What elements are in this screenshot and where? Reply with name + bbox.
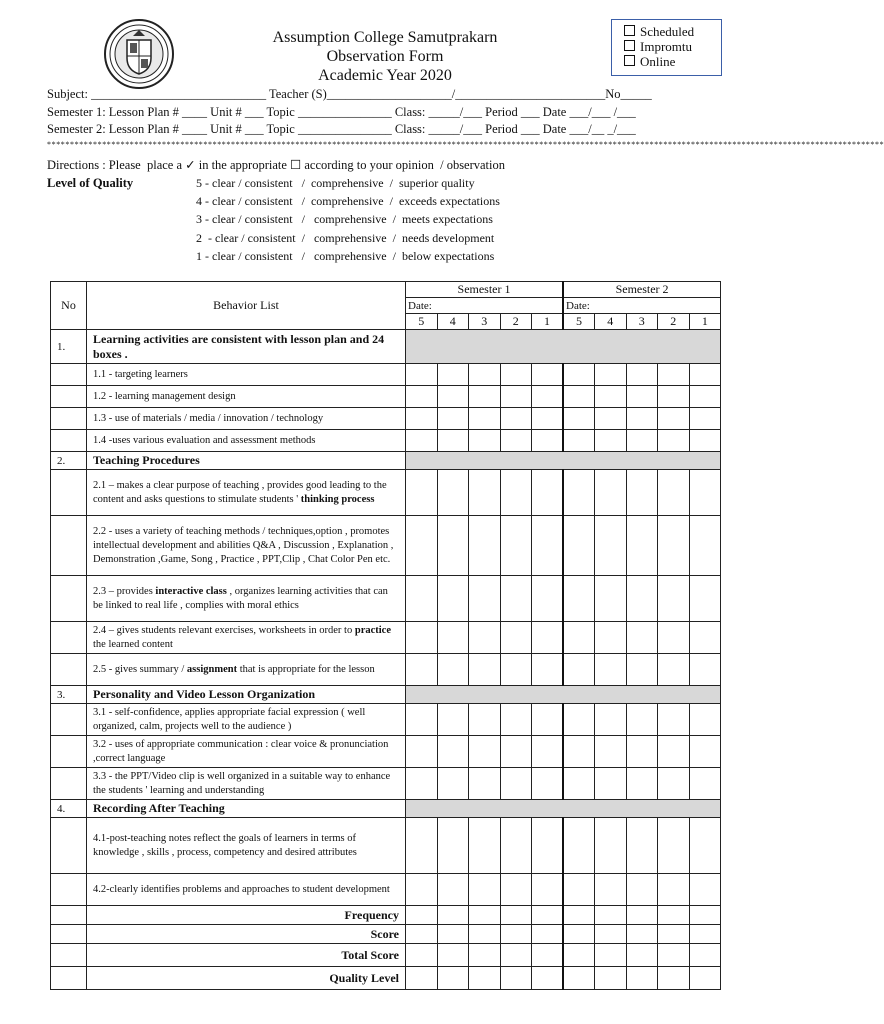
rating-checkbox-cell[interactable] xyxy=(595,768,627,800)
empty-number-cell xyxy=(51,408,87,430)
section-row xyxy=(51,686,721,704)
rating-checkbox-cell[interactable] xyxy=(658,386,690,408)
rating-checkbox-cell[interactable] xyxy=(437,386,469,408)
section-row xyxy=(51,800,721,818)
semester-1-date[interactable]: Date: xyxy=(406,298,564,314)
summary-row xyxy=(51,925,721,944)
behavior-item-row xyxy=(51,386,721,408)
rating-checkbox-cell[interactable] xyxy=(500,874,532,906)
section-title: Teaching Procedures xyxy=(87,452,406,470)
summary-row xyxy=(51,906,721,925)
empty-number-cell xyxy=(51,818,87,874)
rating-checkbox-cell[interactable] xyxy=(658,516,690,576)
summary-value-cell[interactable] xyxy=(563,925,595,944)
rating-checkbox-cell[interactable] xyxy=(500,516,532,576)
behavior-item: 3.1 - self-confidence, applies appropriate facial expression ( well organized, calm, projects well to the audience ) xyxy=(87,704,406,736)
rating-checkbox-cell[interactable] xyxy=(437,622,469,654)
shaded-score-area xyxy=(406,452,721,470)
rating-checkbox-cell[interactable] xyxy=(437,736,469,768)
empty-number-cell xyxy=(51,736,87,768)
summary-value-cell[interactable] xyxy=(532,925,564,944)
mode-scheduled[interactable]: Scheduled xyxy=(624,24,694,40)
behavior-item: 3.2 - uses of appropriate communication : clear voice & pronunciation ,correct language xyxy=(87,736,406,768)
rating-checkbox-cell[interactable] xyxy=(563,874,595,906)
subject-teacher-line[interactable]: Subject: ____________________________ Teacher (S)____________________/________________________No_____ xyxy=(47,87,652,101)
rating-checkbox-cell[interactable] xyxy=(595,622,627,654)
rating-checkbox-cell[interactable] xyxy=(563,430,595,452)
rating-checkbox-cell[interactable] xyxy=(437,430,469,452)
rating-checkbox-cell[interactable] xyxy=(689,408,721,430)
shaded-score-area xyxy=(406,800,721,818)
shaded-score-area xyxy=(406,686,721,704)
empty-number-cell xyxy=(51,944,87,967)
summary-value-cell[interactable] xyxy=(689,906,721,925)
summary-row xyxy=(51,967,721,990)
summary-value-cell[interactable] xyxy=(689,944,721,967)
summary-value-cell[interactable] xyxy=(406,925,438,944)
rating-checkbox-cell[interactable] xyxy=(658,768,690,800)
rating-checkbox-cell[interactable] xyxy=(563,364,595,386)
rating-checkbox-cell[interactable] xyxy=(532,622,564,654)
summary-value-cell[interactable] xyxy=(500,967,532,990)
rating-checkbox-cell[interactable] xyxy=(532,818,564,874)
rating-checkbox-cell[interactable] xyxy=(406,430,438,452)
rating-checkbox-cell[interactable] xyxy=(437,768,469,800)
rating-checkbox-cell[interactable] xyxy=(500,622,532,654)
behavior-item-row xyxy=(51,516,721,576)
behavior-item: 2.3 – provides interactive class , organizes learning activities that can be linked to real life , complies with moral ethics xyxy=(87,576,406,622)
rating-checkbox-cell[interactable] xyxy=(406,364,438,386)
summary-label: Total Score xyxy=(87,944,406,967)
summary-value-cell[interactable] xyxy=(689,925,721,944)
rating-checkbox-cell[interactable] xyxy=(469,516,501,576)
level-3: 3 - clear / consistent / comprehensive / meets expectations xyxy=(196,212,493,226)
summary-value-cell[interactable] xyxy=(500,944,532,967)
rating-checkbox-cell[interactable] xyxy=(532,736,564,768)
checkbox-icon[interactable] xyxy=(624,55,635,66)
section-row xyxy=(51,452,721,470)
summary-value-cell[interactable] xyxy=(469,925,501,944)
shaded-score-area xyxy=(406,330,721,364)
behavior-item-row xyxy=(51,576,721,622)
behavior-item: 1.1 - targeting learners xyxy=(87,364,406,386)
rating-checkbox-cell[interactable] xyxy=(532,408,564,430)
rating-checkbox-cell[interactable] xyxy=(658,364,690,386)
checkbox-icon[interactable] xyxy=(624,25,635,36)
summary-value-cell[interactable] xyxy=(658,906,690,925)
rating-checkbox-cell[interactable] xyxy=(406,704,438,736)
rating-checkbox-cell[interactable] xyxy=(595,576,627,622)
behavior-item: 4.2-clearly identifies problems and approaches to student development xyxy=(87,874,406,906)
behavior-rating-table xyxy=(50,281,721,990)
empty-number-cell xyxy=(51,704,87,736)
rating-checkbox-cell[interactable] xyxy=(689,622,721,654)
empty-number-cell xyxy=(51,967,87,990)
rating-checkbox-cell[interactable] xyxy=(500,654,532,686)
summary-value-cell[interactable] xyxy=(469,944,501,967)
summary-label: Quality Level xyxy=(87,967,406,990)
behavior-item: 1.4 -uses various evaluation and assessment methods xyxy=(87,430,406,452)
summary-row xyxy=(51,944,721,967)
summary-label: Frequency xyxy=(87,906,406,925)
behavior-item: 1.3 - use of materials / media / innovation / technology xyxy=(87,408,406,430)
rating-checkbox-cell[interactable] xyxy=(469,654,501,686)
section-title: Learning activities are consistent with lesson plan and 24 boxes . xyxy=(87,330,406,364)
score-header: 2 xyxy=(658,314,690,330)
semester-2-line[interactable]: Semester 2: Lesson Plan # ____ Unit # ___ Topic _______________ Class: _____/___ Period ___ Date ___/__ _/___ xyxy=(47,122,636,136)
empty-number-cell xyxy=(51,576,87,622)
rating-checkbox-cell[interactable] xyxy=(406,736,438,768)
observation-mode-box xyxy=(611,19,722,76)
rating-checkbox-cell[interactable] xyxy=(689,874,721,906)
mode-online[interactable]: Online xyxy=(624,54,675,70)
rating-checkbox-cell[interactable] xyxy=(437,576,469,622)
rating-checkbox-cell[interactable] xyxy=(658,430,690,452)
rating-checkbox-cell[interactable] xyxy=(500,364,532,386)
rating-checkbox-cell[interactable] xyxy=(595,364,627,386)
rating-checkbox-cell[interactable] xyxy=(626,704,658,736)
rating-checkbox-cell[interactable] xyxy=(437,470,469,516)
empty-number-cell xyxy=(51,925,87,944)
rating-checkbox-cell[interactable] xyxy=(595,430,627,452)
rating-checkbox-cell[interactable] xyxy=(563,736,595,768)
summary-value-cell[interactable] xyxy=(658,967,690,990)
rating-checkbox-cell[interactable] xyxy=(595,386,627,408)
form-title: Observation Form xyxy=(326,48,444,65)
behavior-list-header: Behavior List xyxy=(87,282,406,330)
rating-checkbox-cell[interactable] xyxy=(595,818,627,874)
rating-checkbox-cell[interactable] xyxy=(406,874,438,906)
behavior-item-row xyxy=(51,818,721,874)
summary-value-cell[interactable] xyxy=(563,967,595,990)
rating-checkbox-cell[interactable] xyxy=(563,408,595,430)
rating-checkbox-cell[interactable] xyxy=(595,874,627,906)
rating-checkbox-cell[interactable] xyxy=(532,874,564,906)
behavior-item: 2.2 - uses a variety of teaching methods / techniques,option , promotes intellectual development and abilities Q&A , Discussion , Explanation , Demonstration ,Game, Song , Practice , PPT,Clip , Chat Color Pen etc. xyxy=(87,516,406,576)
summary-value-cell[interactable] xyxy=(563,906,595,925)
level-5: 5 - clear / consistent / comprehensive / superior quality xyxy=(196,176,475,190)
rating-checkbox-cell[interactable] xyxy=(658,470,690,516)
rating-checkbox-cell[interactable] xyxy=(500,736,532,768)
rating-checkbox-cell[interactable] xyxy=(437,364,469,386)
rating-checkbox-cell[interactable] xyxy=(689,704,721,736)
rating-checkbox-cell[interactable] xyxy=(469,576,501,622)
summary-value-cell[interactable] xyxy=(437,944,469,967)
rating-checkbox-cell[interactable] xyxy=(689,430,721,452)
behavior-item-row xyxy=(51,768,721,800)
rating-checkbox-cell[interactable] xyxy=(406,768,438,800)
rating-checkbox-cell[interactable] xyxy=(406,516,438,576)
rating-checkbox-cell[interactable] xyxy=(689,576,721,622)
summary-value-cell[interactable] xyxy=(626,925,658,944)
behavior-item: 2.5 - gives summary / assignment that is appropriate for the lesson xyxy=(87,654,406,686)
empty-number-cell xyxy=(51,906,87,925)
rating-checkbox-cell[interactable] xyxy=(500,408,532,430)
summary-value-cell[interactable] xyxy=(595,906,627,925)
summary-value-cell[interactable] xyxy=(626,944,658,967)
rating-checkbox-cell[interactable] xyxy=(500,704,532,736)
rating-checkbox-cell[interactable] xyxy=(469,736,501,768)
rating-checkbox-cell[interactable] xyxy=(437,408,469,430)
checkbox-icon[interactable] xyxy=(624,40,635,51)
rating-checkbox-cell[interactable] xyxy=(626,818,658,874)
rating-checkbox-cell[interactable] xyxy=(689,654,721,686)
rating-checkbox-cell[interactable] xyxy=(626,576,658,622)
rating-checkbox-cell[interactable] xyxy=(532,470,564,516)
rating-checkbox-cell[interactable] xyxy=(500,430,532,452)
rating-checkbox-cell[interactable] xyxy=(406,408,438,430)
summary-label: Score xyxy=(87,925,406,944)
rating-checkbox-cell[interactable] xyxy=(469,470,501,516)
summary-value-cell[interactable] xyxy=(595,944,627,967)
summary-value-cell[interactable] xyxy=(532,906,564,925)
rating-checkbox-cell[interactable] xyxy=(689,364,721,386)
rating-checkbox-cell[interactable] xyxy=(658,654,690,686)
rating-checkbox-cell[interactable] xyxy=(437,818,469,874)
empty-number-cell xyxy=(51,768,87,800)
summary-value-cell[interactable] xyxy=(469,967,501,990)
section-number: 1. xyxy=(51,330,87,364)
behavior-item-row xyxy=(51,736,721,768)
rating-checkbox-cell[interactable] xyxy=(689,768,721,800)
rating-checkbox-cell[interactable] xyxy=(563,576,595,622)
rating-checkbox-cell[interactable] xyxy=(469,768,501,800)
summary-value-cell[interactable] xyxy=(626,967,658,990)
summary-value-cell[interactable] xyxy=(469,906,501,925)
rating-checkbox-cell[interactable] xyxy=(658,408,690,430)
rating-checkbox-cell[interactable] xyxy=(626,622,658,654)
rating-checkbox-cell[interactable] xyxy=(595,470,627,516)
rating-checkbox-cell[interactable] xyxy=(626,654,658,686)
behavior-item-row xyxy=(51,622,721,654)
rating-checkbox-cell[interactable] xyxy=(689,818,721,874)
behavior-item: 2.4 – gives students relevant exercises, worksheets in order to practice the learned content xyxy=(87,622,406,654)
directions: Directions : Please place a ✓ in the appropriate ☐ according to your opinion / observation xyxy=(47,158,506,172)
semester-2-date[interactable]: Date: xyxy=(563,298,721,314)
summary-value-cell[interactable] xyxy=(437,925,469,944)
section-number: 2. xyxy=(51,452,87,470)
rating-checkbox-cell[interactable] xyxy=(563,768,595,800)
rating-checkbox-cell[interactable] xyxy=(406,622,438,654)
rating-checkbox-cell[interactable] xyxy=(437,874,469,906)
behavior-item-row xyxy=(51,430,721,452)
score-header: 1 xyxy=(532,314,564,330)
rating-checkbox-cell[interactable] xyxy=(658,736,690,768)
rating-checkbox-cell[interactable] xyxy=(532,386,564,408)
score-header: 2 xyxy=(500,314,532,330)
rating-checkbox-cell[interactable] xyxy=(626,768,658,800)
rating-checkbox-cell[interactable] xyxy=(469,818,501,874)
rating-checkbox-cell[interactable] xyxy=(469,364,501,386)
rating-checkbox-cell[interactable] xyxy=(532,768,564,800)
rating-checkbox-cell[interactable] xyxy=(406,576,438,622)
rating-checkbox-cell[interactable] xyxy=(406,470,438,516)
summary-value-cell[interactable] xyxy=(658,944,690,967)
level-1: 1 - clear / consistent / comprehensive / below expectations xyxy=(196,249,495,263)
rating-checkbox-cell[interactable] xyxy=(500,768,532,800)
rating-checkbox-cell[interactable] xyxy=(532,654,564,686)
section-title: Personality and Video Lesson Organization xyxy=(87,686,406,704)
rating-checkbox-cell[interactable] xyxy=(500,818,532,874)
rating-checkbox-cell[interactable] xyxy=(469,622,501,654)
semester-1-line[interactable]: Semester 1: Lesson Plan # ____ Unit # ___ Topic _______________ Class: _____/___ Period ___ Date ___/___ /___ xyxy=(47,105,636,119)
summary-value-cell[interactable] xyxy=(532,967,564,990)
behavior-item-row xyxy=(51,874,721,906)
empty-number-cell xyxy=(51,516,87,576)
rating-checkbox-cell[interactable] xyxy=(595,736,627,768)
semester-1-header: Semester 1 xyxy=(406,282,564,298)
section-number: 4. xyxy=(51,800,87,818)
section-number: 3. xyxy=(51,686,87,704)
behavior-item: 3.3 - the PPT/Video clip is well organized in a suitable way to enhance the students ' learning and understanding xyxy=(87,768,406,800)
rating-checkbox-cell[interactable] xyxy=(469,386,501,408)
rating-checkbox-cell[interactable] xyxy=(532,364,564,386)
rating-checkbox-cell[interactable] xyxy=(626,874,658,906)
rating-checkbox-cell[interactable] xyxy=(500,470,532,516)
summary-value-cell[interactable] xyxy=(500,906,532,925)
mode-impromtu[interactable]: Impromtu xyxy=(624,39,692,55)
rating-checkbox-cell[interactable] xyxy=(437,654,469,686)
summary-value-cell[interactable] xyxy=(595,967,627,990)
academic-year: Academic Year 2020 xyxy=(318,67,452,84)
behavior-item: 2.1 – makes a clear purpose of teaching , provides good leading to the content and asks questions to stimulate students ' thinking process xyxy=(87,470,406,516)
rating-checkbox-cell[interactable] xyxy=(469,408,501,430)
summary-value-cell[interactable] xyxy=(563,944,595,967)
score-header: 5 xyxy=(563,314,595,330)
behavior-item-row xyxy=(51,470,721,516)
summary-value-cell[interactable] xyxy=(532,944,564,967)
rating-checkbox-cell[interactable] xyxy=(563,704,595,736)
rating-checkbox-cell[interactable] xyxy=(658,704,690,736)
rating-checkbox-cell[interactable] xyxy=(532,704,564,736)
empty-number-cell xyxy=(51,654,87,686)
star-divider: ************************************************************************************************************************************************************************************** xyxy=(47,140,884,149)
rating-checkbox-cell[interactable] xyxy=(437,704,469,736)
empty-number-cell xyxy=(51,470,87,516)
behavior-item-row xyxy=(51,704,721,736)
empty-number-cell xyxy=(51,622,87,654)
rating-checkbox-cell[interactable] xyxy=(658,622,690,654)
summary-value-cell[interactable] xyxy=(626,906,658,925)
rating-checkbox-cell[interactable] xyxy=(406,654,438,686)
rating-checkbox-cell[interactable] xyxy=(689,470,721,516)
section-row xyxy=(51,330,721,364)
semester-2-header: Semester 2 xyxy=(563,282,721,298)
summary-value-cell[interactable] xyxy=(406,906,438,925)
rating-checkbox-cell[interactable] xyxy=(626,736,658,768)
rating-checkbox-cell[interactable] xyxy=(658,576,690,622)
rating-checkbox-cell[interactable] xyxy=(626,470,658,516)
score-header: 3 xyxy=(626,314,658,330)
summary-value-cell[interactable] xyxy=(406,944,438,967)
summary-value-cell[interactable] xyxy=(500,925,532,944)
summary-value-cell[interactable] xyxy=(437,967,469,990)
rating-checkbox-cell[interactable] xyxy=(689,386,721,408)
rating-checkbox-cell[interactable] xyxy=(469,430,501,452)
rating-checkbox-cell[interactable] xyxy=(532,516,564,576)
rating-checkbox-cell[interactable] xyxy=(406,818,438,874)
rating-checkbox-cell[interactable] xyxy=(563,818,595,874)
behavior-item-row xyxy=(51,654,721,686)
rating-checkbox-cell[interactable] xyxy=(500,386,532,408)
rating-checkbox-cell[interactable] xyxy=(689,736,721,768)
behavior-item-row xyxy=(51,408,721,430)
rating-checkbox-cell[interactable] xyxy=(595,654,627,686)
rating-checkbox-cell[interactable] xyxy=(563,470,595,516)
summary-value-cell[interactable] xyxy=(437,906,469,925)
rating-checkbox-cell[interactable] xyxy=(689,516,721,576)
level-4: 4 - clear / consistent / comprehensive / exceeds expectations xyxy=(196,194,500,208)
behavior-item-row xyxy=(51,364,721,386)
rating-checkbox-cell[interactable] xyxy=(626,364,658,386)
summary-value-cell[interactable] xyxy=(595,925,627,944)
rating-checkbox-cell[interactable] xyxy=(626,516,658,576)
score-header: 3 xyxy=(469,314,501,330)
score-header: 4 xyxy=(595,314,627,330)
empty-number-cell xyxy=(51,430,87,452)
score-header: 5 xyxy=(406,314,438,330)
rating-checkbox-cell[interactable] xyxy=(626,386,658,408)
rating-checkbox-cell[interactable] xyxy=(469,704,501,736)
summary-value-cell[interactable] xyxy=(658,925,690,944)
rating-checkbox-cell[interactable] xyxy=(595,704,627,736)
behavior-item: 4.1-post-teaching notes reflect the goals of learners in terms of knowledge , skills , process, competency and desired attributes xyxy=(87,818,406,874)
rating-checkbox-cell[interactable] xyxy=(563,386,595,408)
summary-value-cell[interactable] xyxy=(689,967,721,990)
rating-checkbox-cell[interactable] xyxy=(563,516,595,576)
rating-checkbox-cell[interactable] xyxy=(658,818,690,874)
rating-checkbox-cell[interactable] xyxy=(437,516,469,576)
rating-checkbox-cell[interactable] xyxy=(532,430,564,452)
empty-number-cell xyxy=(51,874,87,906)
school-name: Assumption College Samutprakarn xyxy=(272,29,498,46)
rating-checkbox-cell[interactable] xyxy=(595,516,627,576)
rating-checkbox-cell[interactable] xyxy=(500,576,532,622)
rating-checkbox-cell[interactable] xyxy=(563,622,595,654)
rating-checkbox-cell[interactable] xyxy=(658,874,690,906)
no-header: No xyxy=(51,282,87,330)
section-title: Recording After Teaching xyxy=(87,800,406,818)
rating-checkbox-cell[interactable] xyxy=(626,408,658,430)
score-header: 4 xyxy=(437,314,469,330)
rating-checkbox-cell[interactable] xyxy=(469,874,501,906)
rating-checkbox-cell[interactable] xyxy=(406,386,438,408)
score-header: 1 xyxy=(689,314,721,330)
rating-checkbox-cell[interactable] xyxy=(532,576,564,622)
rating-checkbox-cell[interactable] xyxy=(595,408,627,430)
behavior-item: 1.2 - learning management design xyxy=(87,386,406,408)
empty-number-cell xyxy=(51,364,87,386)
rating-checkbox-cell[interactable] xyxy=(563,654,595,686)
level-of-quality-label: Level of Quality xyxy=(47,176,134,190)
summary-value-cell[interactable] xyxy=(406,967,438,990)
empty-number-cell xyxy=(51,386,87,408)
rating-checkbox-cell[interactable] xyxy=(626,430,658,452)
level-2: 2 - clear / consistent / comprehensive / needs development xyxy=(196,231,495,245)
